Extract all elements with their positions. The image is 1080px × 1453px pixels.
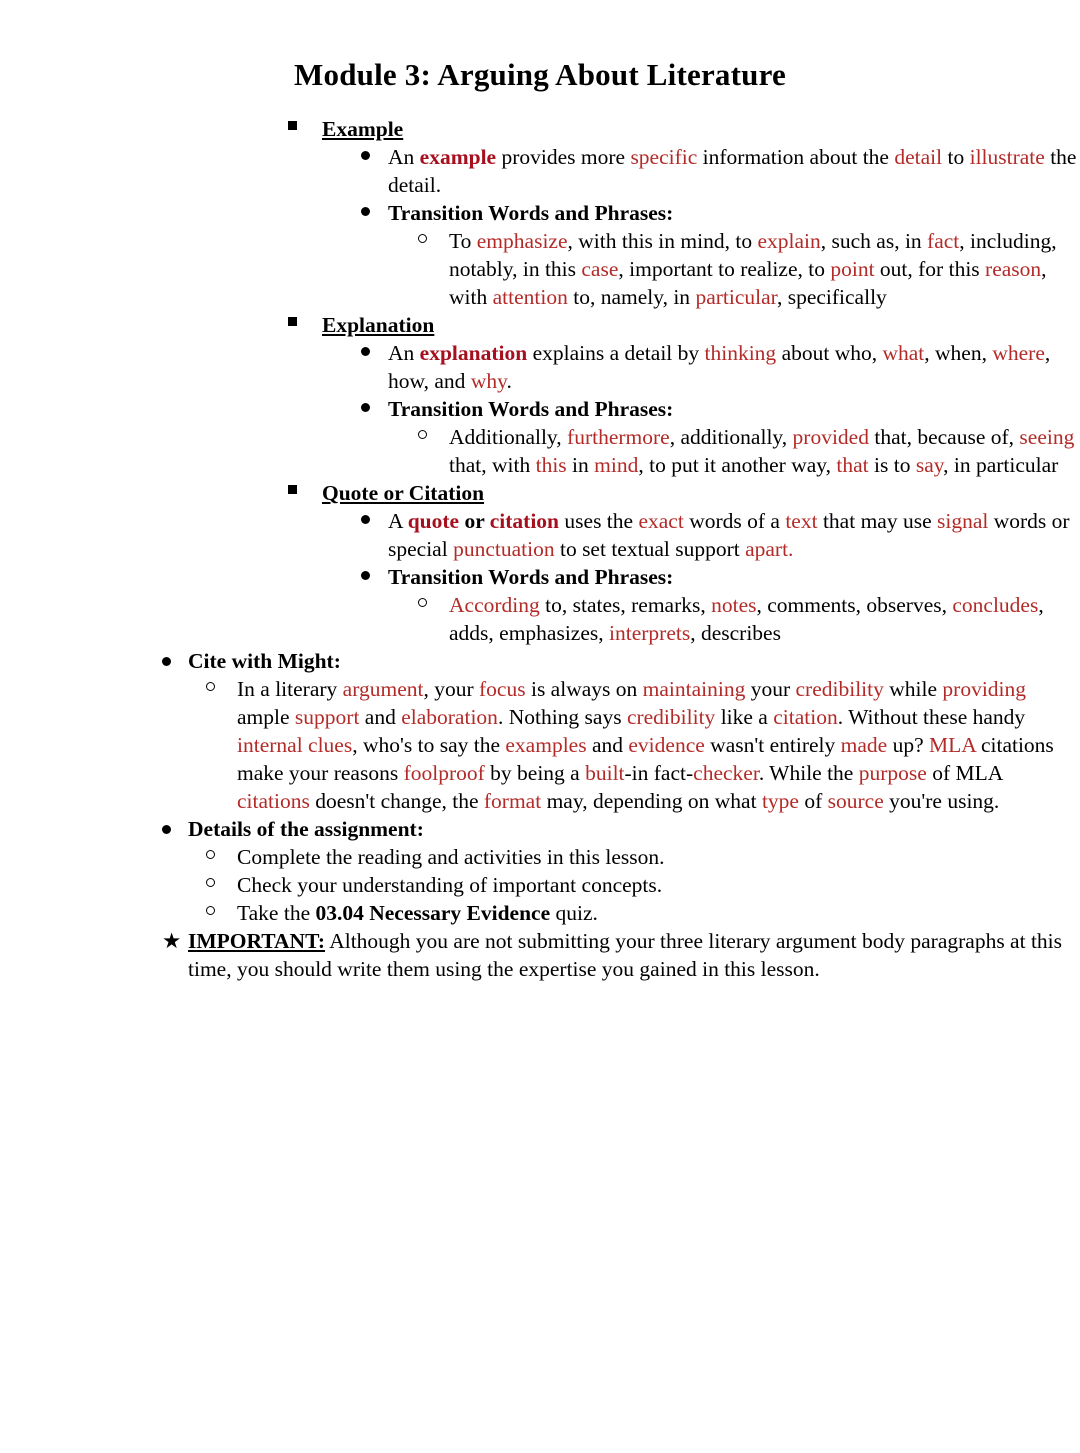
text-run: In a literary xyxy=(237,677,343,702)
list-item-definition xyxy=(358,339,1080,395)
text-run: of xyxy=(798,789,828,814)
text-run: maintaining xyxy=(642,677,746,702)
text-run: your xyxy=(745,677,796,702)
disc-bullet-icon xyxy=(361,143,370,171)
text-run: credibility xyxy=(795,677,884,702)
text-run: exact xyxy=(638,509,684,534)
transition-words-text xyxy=(449,229,1057,309)
hollow-circle-bullet-icon xyxy=(206,871,215,899)
text-run: information about the xyxy=(697,145,895,170)
hollow-circle-bullet-icon xyxy=(418,423,427,451)
list-item xyxy=(206,843,1080,871)
transition-sublist xyxy=(388,227,1080,311)
transition-sublist xyxy=(388,423,1080,479)
text-run: reason xyxy=(985,257,1042,282)
text-run: foolproof xyxy=(403,761,485,786)
transition-label: Transition Words and Phrases: xyxy=(388,201,674,226)
text-run: emphasize xyxy=(476,229,568,254)
disc-bullet-icon xyxy=(361,563,370,591)
text-run: words of a xyxy=(683,509,786,534)
disc-bullet-icon xyxy=(361,339,370,367)
text-run: is to xyxy=(868,453,916,478)
disc-bullet-icon xyxy=(361,507,370,535)
section-sublist xyxy=(322,143,1080,311)
text-run: elaboration xyxy=(401,705,498,730)
text-run: in xyxy=(566,453,595,478)
section-sublist xyxy=(322,507,1080,647)
list-item xyxy=(206,871,1080,899)
text-run: words or special xyxy=(388,509,1070,562)
list-item-transition xyxy=(358,563,1080,647)
text-run: you're using. xyxy=(883,789,1000,814)
text-run: up? xyxy=(887,733,929,758)
text-run: uses the xyxy=(559,509,639,534)
list-item-section xyxy=(288,115,1080,311)
cite-with-might-heading: Cite with Might: xyxy=(188,649,341,674)
text-run: why xyxy=(470,369,507,394)
transition-sublist xyxy=(388,591,1080,647)
hollow-circle-bullet-icon xyxy=(206,843,215,871)
text-run: that, because of, xyxy=(868,425,1020,450)
text-run: Check your understanding of important concepts. xyxy=(237,873,663,898)
text-run: examples xyxy=(505,733,587,758)
text-run: , with xyxy=(449,257,1047,310)
important-note-list xyxy=(0,927,1080,983)
text-run: purpose xyxy=(858,761,927,786)
text-run: format xyxy=(483,789,542,814)
text-run: , adds, emphasizes, xyxy=(449,593,1044,646)
text-run: -in fact- xyxy=(624,761,694,786)
section-heading: Quote or Citation xyxy=(322,481,485,506)
text-run: or xyxy=(459,509,490,534)
text-run: providing xyxy=(942,677,1027,702)
text-run: mind xyxy=(594,453,639,478)
assignment-detail-text xyxy=(237,845,665,869)
list-item-section xyxy=(288,311,1080,479)
text-run: , who's to say the xyxy=(352,733,506,758)
transition-words-text xyxy=(449,593,1044,645)
text-run: and xyxy=(586,733,629,758)
text-run: and xyxy=(359,705,402,730)
square-bullet-icon xyxy=(288,479,297,507)
text-run: . While the xyxy=(758,761,859,786)
text-run: to xyxy=(942,145,970,170)
text-run: that, with xyxy=(449,453,536,478)
concept-sections-list xyxy=(0,115,1080,647)
text-run: provides more xyxy=(496,145,631,170)
text-run: explanation xyxy=(419,341,528,366)
text-run: , to put it another way, xyxy=(638,453,837,478)
text-run: source xyxy=(827,789,884,814)
list-item-transition xyxy=(358,199,1080,311)
text-run: provided xyxy=(792,425,869,450)
text-run: furthermore xyxy=(567,425,670,450)
text-run: what xyxy=(882,341,925,366)
text-run: type xyxy=(761,789,799,814)
list-item xyxy=(206,675,1080,815)
text-run: notes xyxy=(711,593,757,618)
text-run: An xyxy=(388,145,420,170)
text-run: , how, and xyxy=(388,341,1051,394)
text-run: citation xyxy=(489,509,560,534)
disc-bullet-icon xyxy=(361,199,370,227)
text-run: example xyxy=(419,145,497,170)
text-run: evidence xyxy=(628,733,705,758)
text-run: , when, xyxy=(924,341,993,366)
disc-bullet-icon xyxy=(162,815,171,843)
text-run: citation xyxy=(773,705,838,730)
document-page xyxy=(0,56,1080,1453)
text-run: to, namely, in xyxy=(567,285,696,310)
text-run: MLA xyxy=(928,733,976,758)
text-run: may, depending on what xyxy=(541,789,762,814)
text-run: Take the xyxy=(237,901,316,926)
text-run: apart. xyxy=(745,537,794,562)
disc-bullet-icon xyxy=(162,647,171,675)
text-run: support xyxy=(294,705,360,730)
document-body xyxy=(0,115,1080,983)
text-run: Additionally, xyxy=(449,425,568,450)
important-label: IMPORTANT: xyxy=(188,929,325,954)
text-run: , comments, observes, xyxy=(756,593,953,618)
hollow-circle-bullet-icon xyxy=(418,591,427,619)
text-run: ample xyxy=(237,705,295,730)
list-item xyxy=(418,227,1080,311)
text-run: To xyxy=(449,229,477,254)
square-bullet-icon xyxy=(288,311,297,339)
transition-label: Transition Words and Phrases: xyxy=(388,397,674,422)
cite-with-might-paragraph xyxy=(237,677,1054,813)
list-item-definition xyxy=(358,143,1080,199)
hollow-circle-bullet-icon xyxy=(206,675,215,703)
list-item xyxy=(206,899,1080,927)
assignment-detail-text xyxy=(237,901,598,925)
square-bullet-icon xyxy=(288,115,297,143)
disc-bullet-icon xyxy=(361,395,370,423)
text-run: , describes xyxy=(690,621,781,646)
definition-text xyxy=(388,145,1076,197)
cite-with-might-list xyxy=(0,647,1080,815)
text-run: to set textual support xyxy=(554,537,746,562)
text-run: citations xyxy=(237,789,310,814)
list-item-cite-with-might xyxy=(140,647,1080,815)
text-run: internal clues xyxy=(237,733,353,758)
important-note-body xyxy=(188,929,1062,981)
text-run: text xyxy=(785,509,818,534)
text-run: where xyxy=(992,341,1045,366)
text-run: An xyxy=(388,341,420,366)
important-text: Although you are not submitting your three literary argument body paragraphs at this time, you should write them using the expertise you gained in this lesson. xyxy=(188,929,1063,982)
text-run: punctuation xyxy=(453,537,555,562)
definition-text xyxy=(388,341,1050,393)
text-run: . xyxy=(506,369,512,394)
text-run: explain xyxy=(757,229,821,254)
text-run: particular xyxy=(695,285,777,310)
list-item-definition xyxy=(358,507,1080,563)
text-run: that may use xyxy=(817,509,937,534)
text-run: like a xyxy=(715,705,774,730)
star-bullet-icon: ★ xyxy=(162,929,182,954)
text-run: , with this in mind, to xyxy=(567,229,758,254)
text-run: argument xyxy=(342,677,424,702)
transition-label: Transition Words and Phrases: xyxy=(388,565,674,590)
text-run: built xyxy=(585,761,625,786)
text-run: fact xyxy=(927,229,960,254)
list-item-important-note xyxy=(140,927,1080,983)
text-run: , important to realize, to xyxy=(618,257,831,282)
text-run: , such as, in xyxy=(820,229,928,254)
text-run: that xyxy=(836,453,869,478)
text-run: seeing xyxy=(1019,425,1075,450)
text-run: specific xyxy=(630,145,698,170)
list-item-assignment-details xyxy=(140,815,1080,927)
text-run: detail xyxy=(894,145,943,170)
text-run: this xyxy=(535,453,567,478)
cite-with-might-sublist xyxy=(188,675,1080,815)
text-run: A xyxy=(388,509,408,534)
text-run: out, for this xyxy=(874,257,986,282)
text-run: quote xyxy=(407,509,460,534)
text-run: signal xyxy=(937,509,989,534)
text-run: Complete the reading and activities in this lesson. xyxy=(237,845,665,870)
section-sublist xyxy=(322,339,1080,479)
text-run: the detail. xyxy=(388,145,1077,198)
text-run: , your xyxy=(423,677,480,702)
text-run: checker xyxy=(693,761,759,786)
text-run: to, states, remarks, xyxy=(539,593,712,618)
text-run: quiz. xyxy=(550,901,598,926)
text-run: citations make your reasons xyxy=(237,733,1054,786)
text-run: credibility xyxy=(626,705,716,730)
hollow-circle-bullet-icon xyxy=(418,227,427,255)
text-run: of MLA xyxy=(926,761,1003,786)
definition-text xyxy=(388,509,1070,561)
text-run: illustrate xyxy=(969,145,1045,170)
hollow-circle-bullet-icon xyxy=(206,899,215,927)
text-run: by being a xyxy=(484,761,586,786)
list-item-transition xyxy=(358,395,1080,479)
text-run: . Nothing says xyxy=(497,705,627,730)
text-run: , in particular xyxy=(943,453,1059,478)
text-run: , additionally, xyxy=(669,425,793,450)
text-run: is always on xyxy=(525,677,643,702)
text-run: wasn't entirely xyxy=(704,733,841,758)
assignment-details-heading: Details of the assignment: xyxy=(188,817,424,842)
text-run: case xyxy=(581,257,619,282)
text-run: , including, notably, in this xyxy=(449,229,1057,282)
text-run: 03.04 Necessary Evidence xyxy=(315,901,551,926)
transition-words-text xyxy=(449,425,1074,477)
text-run: . Without these handy xyxy=(837,705,1026,730)
text-run: , specifically xyxy=(776,285,887,310)
list-item-section xyxy=(288,479,1080,647)
section-heading: Explanation xyxy=(322,313,435,338)
text-run: According xyxy=(449,593,540,618)
text-run: interprets xyxy=(609,621,691,646)
list-item xyxy=(418,423,1080,479)
list-item xyxy=(418,591,1080,647)
text-run: concludes xyxy=(952,593,1039,618)
text-run: while xyxy=(883,677,943,702)
text-run: about who, xyxy=(776,341,883,366)
text-run: say xyxy=(915,453,944,478)
text-run: doesn't change, the xyxy=(309,789,484,814)
text-run: attention xyxy=(492,285,568,310)
text-run: thinking xyxy=(704,341,777,366)
text-run: focus xyxy=(479,677,526,702)
section-heading: Example xyxy=(322,117,404,142)
assignment-details-list xyxy=(0,815,1080,927)
assignment-details-sublist xyxy=(188,843,1080,927)
assignment-detail-text xyxy=(237,873,662,897)
text-run: point xyxy=(830,257,875,282)
text-run: explains a detail by xyxy=(527,341,705,366)
text-run: made xyxy=(840,733,888,758)
page-title: Module 3: Arguing About Literature xyxy=(294,57,786,92)
